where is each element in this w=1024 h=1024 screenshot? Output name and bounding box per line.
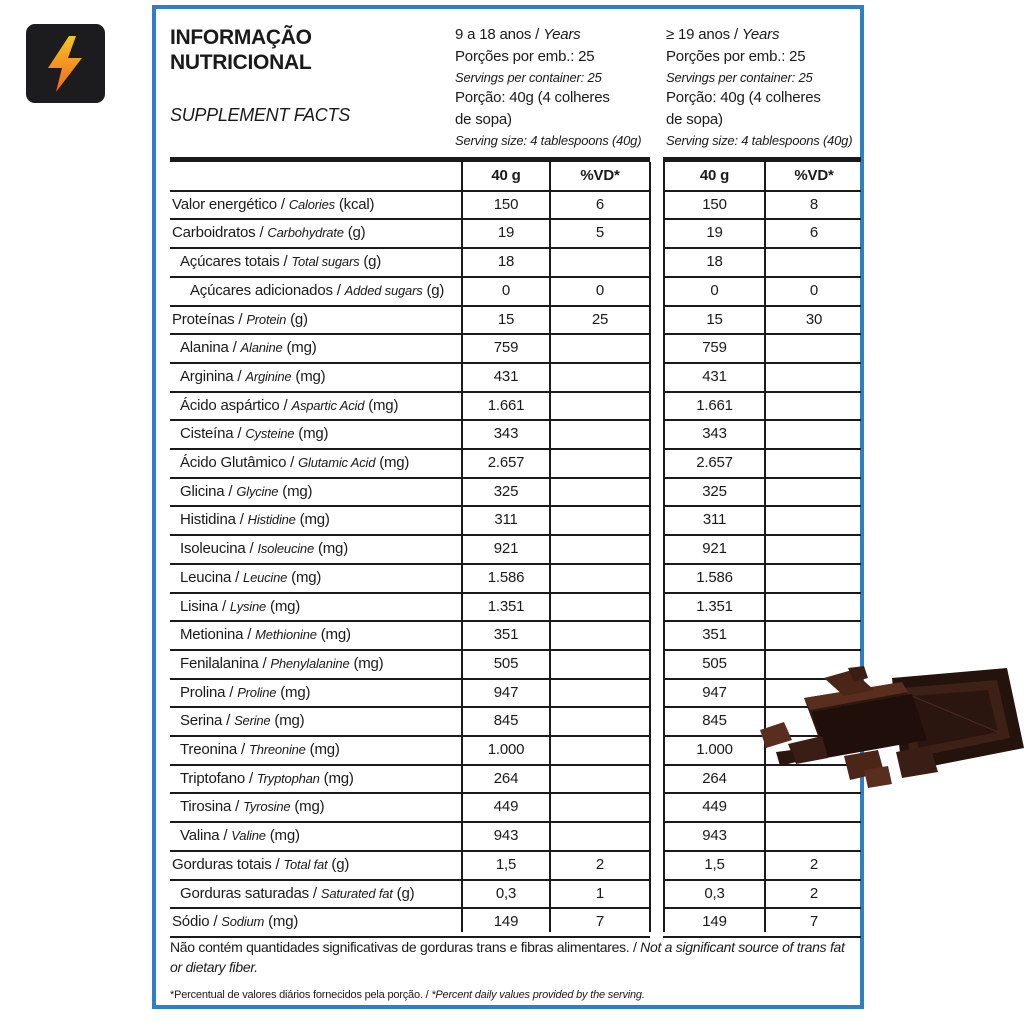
nutrient-label [172, 306, 459, 334]
nutrient-name-pt: Açúcares adicionados / [190, 282, 345, 299]
nutrient-label [190, 277, 459, 305]
vd-19plus [766, 420, 862, 448]
amount-9-18: 1.351 [487, 598, 525, 615]
amount-19plus: 943 [702, 827, 727, 844]
amount-9-18: 311 [494, 511, 518, 528]
amount-19plus: 149 [702, 913, 727, 930]
col-header-amount: 40 g [699, 167, 730, 184]
vd-19plus [766, 478, 862, 506]
vd-19plus [766, 564, 862, 592]
vd-9-18 [551, 765, 649, 793]
vd-19plus: 6 [809, 224, 819, 241]
amount-19plus: 0 [710, 282, 719, 299]
group-portion-b: de sopa) [455, 111, 512, 128]
nutrient-label [172, 908, 459, 936]
amount-19plus: 1.351 [696, 598, 733, 615]
nutrient-unit: (mg) [282, 339, 317, 356]
amount-9-18: 264 [493, 770, 519, 787]
nutrient-label [180, 392, 459, 420]
vd-9-18 [551, 363, 649, 391]
amount-9-18: 449 [493, 798, 519, 815]
group-servings-en: Servings per container: 25 [455, 70, 602, 85]
group-portion-a: Porção: 40g (4 colheres [455, 89, 610, 106]
nutrient-label [180, 334, 459, 362]
nutrient-name-en: Tryptophan [256, 771, 320, 786]
nutrient-label [180, 478, 459, 506]
nutrient-label [180, 420, 459, 448]
group-serving-size-en: Serving size: 4 tablespoons (40g) [666, 133, 853, 148]
col-header-amount: 40 g [491, 167, 521, 184]
vd-19plus [766, 363, 862, 391]
vd-9-18 [551, 449, 649, 477]
vd-9-18: 1 [595, 885, 605, 902]
vd-19plus [766, 593, 862, 621]
amount-9-18: 505 [493, 655, 519, 672]
nutrient-name-en: Total sugars [291, 254, 360, 269]
vd-9-18: 7 [595, 913, 605, 930]
amount-19plus: 0,3 [704, 885, 725, 902]
vd-9-18: 0 [595, 282, 605, 299]
nutrient-name-en: Total fat [283, 857, 328, 872]
amount-9-18: 0 [501, 282, 511, 299]
vd-9-18 [551, 679, 649, 707]
nutrient-label [180, 535, 459, 563]
vd-9-18 [551, 593, 649, 621]
chocolate-pieces-image [752, 660, 1024, 795]
vd-9-18: 6 [595, 196, 605, 213]
amount-9-18: 18 [497, 253, 515, 270]
nutrient-name-pt: Ácido Glutâmico / [180, 454, 299, 471]
amount-19plus: 759 [702, 339, 727, 356]
nutrient-unit: (g) [422, 282, 445, 299]
col-header-vd: %VD* [580, 167, 620, 184]
vd-19plus: 7 [809, 913, 819, 930]
nutrient-label [172, 191, 459, 219]
group-age-en: Years [543, 26, 581, 43]
nutrient-unit: (g) [392, 885, 415, 902]
amount-19plus: 2.657 [696, 454, 733, 471]
nutrient-unit: (mg) [316, 626, 351, 643]
nutrient-label [180, 506, 459, 534]
nutrient-name-pt: Leucina / [180, 569, 244, 586]
vd-19plus: 2 [809, 885, 819, 902]
nutrient-unit: (g) [359, 253, 382, 270]
group-header-9-18 [455, 24, 641, 150]
vd-9-18 [551, 478, 649, 506]
nutrient-name-pt: Tirosina / [180, 798, 244, 815]
amount-19plus: 325 [702, 483, 727, 500]
vd-19plus [766, 621, 862, 649]
group-age-en: Years [741, 26, 780, 43]
nutrient-label [180, 449, 459, 477]
nutrient-label [180, 593, 459, 621]
nutrient-unit: (mg) [265, 827, 300, 844]
vd-9-18 [551, 535, 649, 563]
amount-19plus: 150 [702, 196, 727, 213]
vd-9-18 [551, 707, 649, 735]
amount-9-18: 431 [493, 368, 519, 385]
col-header-vd: %VD* [794, 167, 834, 184]
amount-19plus: 505 [702, 655, 727, 672]
amount-19plus: 343 [702, 425, 727, 442]
vd-19plus: 2 [809, 856, 819, 873]
vd-9-18 [551, 392, 649, 420]
vd-9-18: 5 [595, 224, 605, 241]
amount-9-18: 845 [493, 712, 519, 729]
nutrient-name-en: Arginine [245, 369, 292, 384]
nutrient-label [180, 765, 459, 793]
nutrient-name-en: Cysteine [245, 426, 295, 441]
amount-9-18: 1,5 [495, 856, 517, 873]
nutrient-unit: (g) [286, 311, 308, 328]
panel-title [170, 25, 312, 75]
nutrient-label [180, 736, 459, 764]
footer-note-pt: Não contém quantidades significativas de gorduras trans e fibras alimentares. / [170, 939, 641, 955]
nutrient-name-pt: Valor energético / [172, 196, 289, 213]
nutrient-name-en: Lysine [229, 599, 267, 614]
nutrient-name-pt: Proteínas / [172, 311, 247, 328]
nutrient-unit: (g) [343, 224, 366, 241]
nutrient-name-en: Calories [288, 197, 335, 212]
amount-19plus: 351 [702, 626, 727, 643]
vd-19plus [766, 535, 862, 563]
nutrient-unit: (mg) [266, 598, 301, 615]
nutrient-name-en: Glycine [236, 484, 279, 499]
nutrient-name-en: Serine [234, 713, 271, 728]
nutrient-name-pt: Lisina / [180, 598, 230, 615]
amount-9-18: 1.661 [487, 397, 525, 414]
nutrient-label [180, 363, 459, 391]
nutrient-unit: (mg) [290, 798, 325, 815]
nutrient-unit: (mg) [294, 425, 329, 442]
vd-9-18 [551, 736, 649, 764]
vd-19plus [766, 449, 862, 477]
nutrient-name-en: Aspartic Acid [291, 398, 365, 413]
vd-19plus [766, 392, 862, 420]
amount-9-18: 19 [497, 224, 515, 241]
nutrient-name-en: Carbohydrate [267, 225, 344, 240]
vd-19plus: 0 [809, 282, 819, 299]
nutrient-label [172, 851, 459, 879]
nutrient-name-pt: Valina / [180, 827, 232, 844]
nutrient-unit: (kcal) [334, 196, 375, 213]
nutrient-name-pt: Ácido aspártico / [180, 397, 292, 414]
nutrient-unit: (mg) [319, 770, 354, 787]
nutrient-name-en: Glutamic Acid [298, 455, 376, 470]
group-age: 9 a 18 anos / [455, 26, 544, 43]
vd-19plus [766, 334, 862, 362]
vd-9-18 [551, 564, 649, 592]
nutrient-unit: (mg) [276, 684, 311, 701]
nutrient-label [172, 219, 459, 247]
vd-9-18 [551, 506, 649, 534]
vd-19plus [766, 822, 862, 850]
vd-9-18 [551, 793, 649, 821]
nutrient-unit: (mg) [278, 483, 313, 500]
amount-9-18: 1.586 [487, 569, 525, 586]
nutrient-name-pt: Isoleucina / [180, 540, 258, 557]
nutrient-unit: (mg) [264, 913, 299, 930]
nutrient-unit: (mg) [375, 454, 410, 471]
nutrient-name-pt: Fenilalanina / [180, 655, 271, 672]
amount-19plus: 1.000 [696, 741, 733, 758]
nutrient-label [180, 248, 459, 276]
title-line-1: INFORMAÇÃO [170, 26, 312, 49]
amount-19plus: 947 [702, 684, 727, 701]
footnote-pt: *Percentual de valores diários fornecidos pela porção. / [170, 989, 432, 1001]
vd-19plus: 30 [805, 311, 823, 328]
vd-9-18 [551, 334, 649, 362]
amount-19plus: 18 [706, 253, 723, 270]
nutrient-name-en: Methionine [255, 627, 317, 642]
group-serving-size-en: Serving size: 4 tablespoons (40g) [455, 133, 642, 148]
amount-9-18: 149 [493, 913, 519, 930]
footnote-en: *Percent daily values provided by the serving. [431, 989, 645, 1001]
brand-logo [26, 24, 105, 103]
group-portion-b: de sopa) [666, 111, 723, 128]
nutrient-name-en: Saturated fat [320, 886, 393, 901]
nutrient-name-pt: Açúcares totais / [180, 253, 292, 270]
nutrient-name-en: Sodium [221, 914, 265, 929]
nutrient-name-en: Protein [246, 312, 287, 327]
nutrient-label [180, 679, 459, 707]
amount-19plus: 1.661 [696, 397, 733, 414]
amount-9-18: 15 [497, 311, 515, 328]
nutrient-name-en: Isoleucine [257, 541, 314, 556]
nutrient-name-en: Leucine [243, 570, 288, 585]
nutrient-label [180, 650, 459, 678]
nutrient-name-pt: Cisteína / [180, 425, 246, 442]
nutrient-name-pt: Serina / [180, 712, 235, 729]
nutrition-facts-panel [152, 5, 864, 1009]
nutrient-name-pt: Sódio / [172, 913, 222, 930]
group-age: ≥ 19 anos / [666, 26, 742, 43]
amount-9-18: 343 [493, 425, 519, 442]
amount-9-18: 943 [493, 827, 519, 844]
amount-19plus: 1,5 [704, 856, 725, 873]
vd-9-18 [551, 420, 649, 448]
nutrient-name-pt: Glicina / [180, 483, 237, 500]
amount-9-18: 947 [493, 684, 519, 701]
amount-9-18: 0,3 [495, 885, 517, 902]
group-portion-a: Porção: 40g (4 colheres [666, 89, 821, 106]
nutrient-name-pt: Histidina / [180, 511, 248, 528]
amount-19plus: 19 [706, 224, 723, 241]
nutrient-unit: (mg) [287, 569, 322, 586]
group-portions: Porções por emb.: 25 [455, 48, 595, 65]
amount-19plus: 1.586 [696, 569, 733, 586]
nutrient-unit: (mg) [314, 540, 348, 557]
group-portions: Porções por emb.: 25 [666, 48, 806, 65]
amount-19plus: 264 [702, 770, 727, 787]
nutrient-label [180, 880, 459, 908]
footnote [170, 989, 645, 1001]
nutrient-name-pt: Arginina / [180, 368, 246, 385]
amount-19plus: 15 [706, 311, 723, 328]
nutrient-unit: (mg) [291, 368, 326, 385]
vd-9-18: 25 [591, 311, 609, 328]
vd-19plus [766, 793, 862, 821]
amount-19plus: 311 [702, 511, 727, 528]
nutrient-name-pt: Gorduras totais / [172, 856, 284, 873]
nutrient-name-en: Added sugars [344, 283, 423, 298]
nutrient-unit: (mg) [305, 741, 340, 758]
vd-19plus [766, 248, 862, 276]
nutrient-label [180, 822, 459, 850]
amount-19plus: 921 [702, 540, 727, 557]
nutrient-name-en: Threonine [248, 742, 306, 757]
amount-9-18: 325 [493, 483, 519, 500]
vd-9-18 [551, 650, 649, 678]
nutrient-name-en: Histidine [247, 512, 296, 527]
amount-9-18: 2.657 [487, 454, 525, 471]
nutrient-unit: (mg) [349, 655, 384, 672]
vd-19plus [766, 506, 862, 534]
footer-note-en: Not a significant source of trans fat or dietary fiber. [170, 939, 845, 975]
vd-9-18 [551, 621, 649, 649]
nutrient-name-en: Phenylalanine [270, 656, 350, 671]
nutrient-name-pt: Treonina / [180, 741, 249, 758]
panel-subtitle: SUPPLEMENT FACTS [170, 105, 350, 125]
amount-9-18: 759 [493, 339, 519, 356]
nutrient-name-pt: Carboidratos / [172, 224, 268, 241]
nutrient-unit: (mg) [295, 511, 330, 528]
amount-9-18: 1.000 [487, 741, 525, 758]
vd-9-18: 2 [595, 856, 605, 873]
nutrient-unit: (mg) [364, 397, 399, 414]
nutrient-name-pt: Gorduras saturadas / [180, 885, 321, 902]
lightning-bolt-icon [26, 24, 105, 103]
nutrient-label [180, 793, 459, 821]
group-servings-en: Servings per container: 25 [666, 70, 813, 85]
nutrient-name-pt: Alanina / [180, 339, 241, 356]
nutrient-name-pt: Metionina / [180, 626, 256, 643]
nutrient-label [180, 564, 459, 592]
amount-19plus: 449 [702, 798, 727, 815]
amount-9-18: 150 [493, 196, 519, 213]
amount-9-18: 351 [493, 626, 519, 643]
vd-19plus: 8 [809, 196, 819, 213]
footer-note [170, 937, 860, 977]
amount-19plus: 431 [702, 368, 727, 385]
nutrient-name-en: Proline [237, 685, 277, 700]
nutrient-name-en: Valine [231, 828, 266, 843]
nutrient-unit: (g) [327, 856, 350, 873]
nutrient-label [180, 707, 459, 735]
group-header-19plus [666, 24, 852, 150]
nutrient-label [180, 621, 459, 649]
amount-19plus: 845 [702, 712, 727, 729]
nutrient-name-en: Tyrosine [243, 799, 291, 814]
title-line-2: NUTRICIONAL [170, 51, 312, 74]
nutrient-name-pt: Prolina / [180, 684, 238, 701]
nutrient-name-pt: Triptofano / [180, 770, 257, 787]
nutrient-name-en: Alanine [240, 340, 283, 355]
nutrient-unit: (mg) [270, 712, 305, 729]
vd-9-18 [551, 822, 649, 850]
vd-9-18 [551, 248, 649, 276]
amount-9-18: 921 [493, 540, 519, 557]
